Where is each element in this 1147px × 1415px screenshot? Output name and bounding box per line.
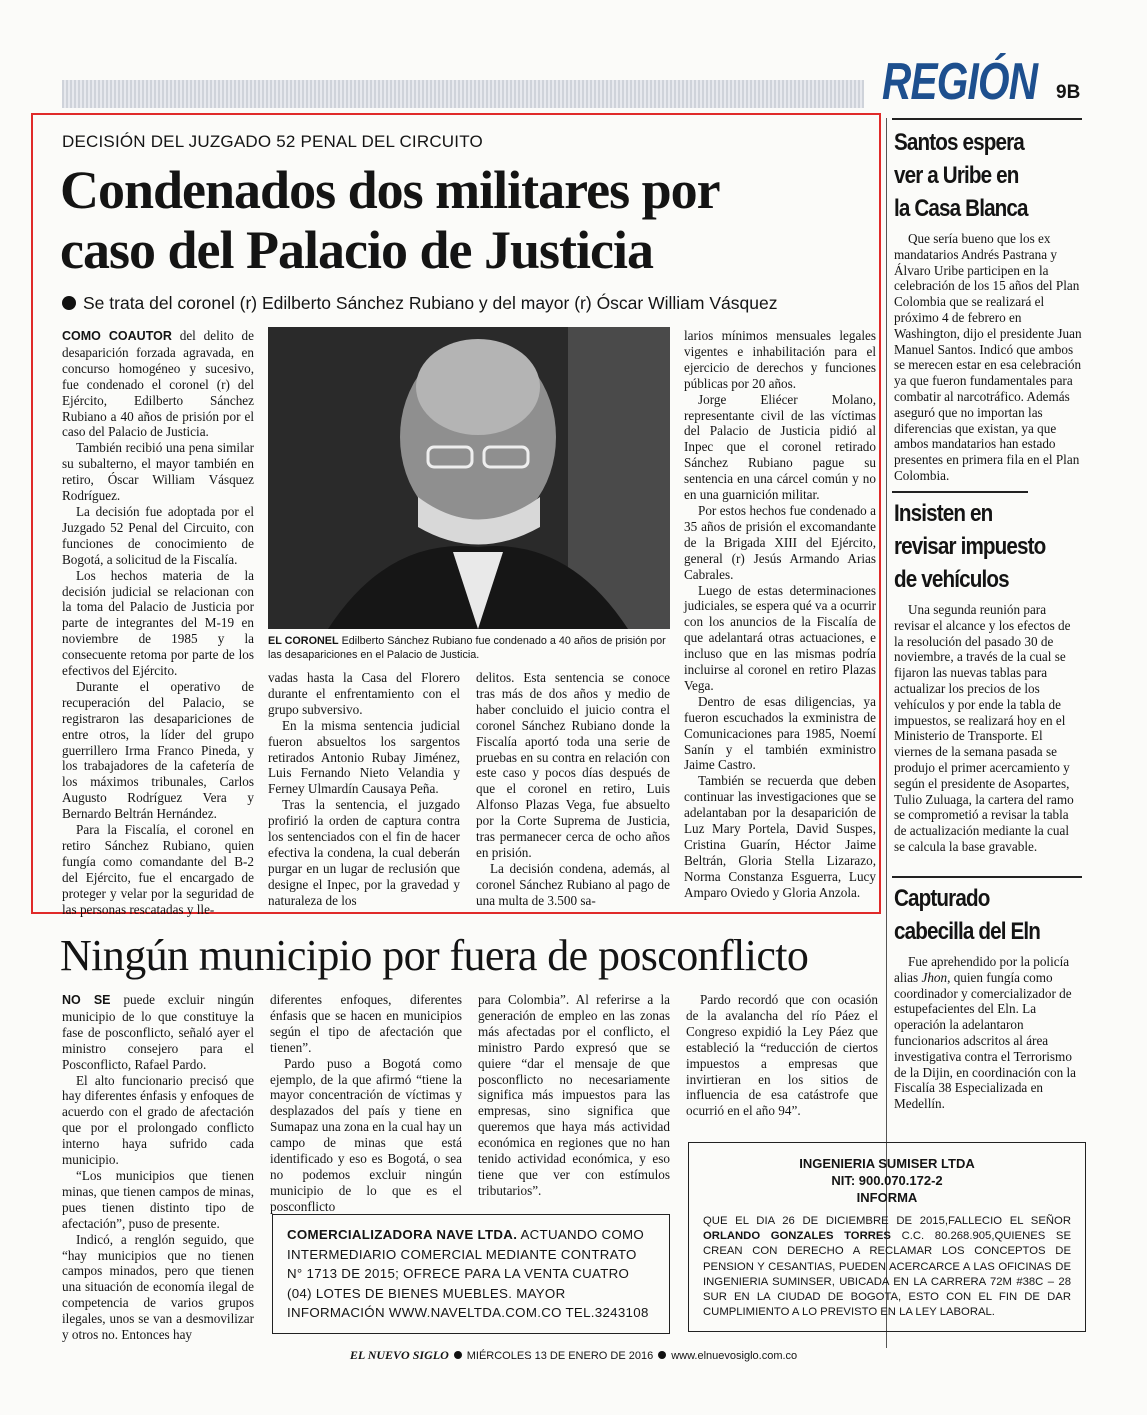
sidebar-headline <box>894 126 1056 225</box>
classified-ad-sumiser <box>688 1142 1086 1332</box>
lead-in: NO SE <box>62 993 111 1007</box>
text: QUE EL DIA 26 DE DICIEMBRE DE 2015,FALLECIO EL SEÑOR <box>703 1215 1071 1227</box>
paragraph: En la misma sentencia judicial fueron absueltos los sargentos retirados Antonio Rubay Jiménez, Luis Fernando Nieto Velandia y Ferney Ulmardín Causaya Peña. <box>268 717 460 797</box>
page-number: 9B <box>1056 82 1081 103</box>
sidebar-text <box>894 602 1082 855</box>
paragraph: Luego de estas determinaciones judiciales, se espera qué va a ocurrir con los anuncios de la Fiscalía de que adelantará otras actuaciones, e incluso que en las mismas podría incluirse al coronel en retiro Plazas Vega. <box>684 582 876 693</box>
second-column-4 <box>686 992 878 1119</box>
sidebar-story-1 <box>894 126 1082 484</box>
sidebar-text <box>894 954 1082 1112</box>
paragraph: puede excluir ningún municipio de lo que constituye la fase de posconflicto, señaló ayer el ministro consejero para el Posconflicto, Rafael Pardo. <box>62 992 254 1072</box>
sidebar-rule <box>892 491 1028 493</box>
second-headline: Ningún municipio por fuera de posconflicto <box>60 931 809 980</box>
footer-date: MIÉRCOLES 13 DE ENERO DE 2016 <box>466 1350 654 1362</box>
section-title: REGIÓN <box>882 53 1038 111</box>
section-banner-strip <box>62 80 864 108</box>
alias: Jhon <box>921 969 948 985</box>
bullet-icon <box>62 296 76 310</box>
paragraph: Por estos hechos fue condenado a 35 años de prisión el excomandante de la Brigada XIII del Ejército, general (r) Jesús Armando Arias Cabrales. <box>684 502 876 582</box>
sidebar-story-2 <box>894 497 1082 855</box>
text: Fue aprehendido por la policía alias <box>894 954 1070 985</box>
paragraph: El alto funcionario precisó que hay diferentes énfasis y enfoques de acuerdo con el grado de afectación que por el prolongado conflicto interno haya sufrido cada municipio. <box>62 1072 254 1168</box>
sidebar-rule <box>892 118 1082 120</box>
second-column-2 <box>270 992 462 1215</box>
photo-caption <box>268 634 670 662</box>
headline-line-1: Condenados dos militares por <box>60 160 720 220</box>
ad-nit: NIT: 900.070.172-2 <box>831 1173 943 1188</box>
paragraph: Durante el operativo de recuperación del Palacio, se registraron las desapariciones de entre otros, la líder del grupo guerrillero Irma Franco Pineda, y los trabajadores de la cafetería de los máximos tribunales, Carlos Augusto Rodríguez Vera y Bernardo Beltrán Hernández. <box>62 678 254 822</box>
article-column-4 <box>684 328 876 901</box>
ad-company: COMERCIALIZADORA NAVE LTDA. <box>287 1227 518 1242</box>
paragraph: larios mínimos mensuales legales vigentes e inhabilitación para el ejercicio de derechos y funciones públicas por 20 años. <box>684 328 876 391</box>
text: , quien fungía como coordinador y comercializador de estupefacientes del Eln. La operación la adelantaron funcionarios adscritos al área investigativa contra el Terrorismo de la Dijin, en coordinación con la Fiscalía 38 Especializada en Medellín. <box>894 969 1076 1112</box>
paragraph: delitos. Esta sentencia se conoce tras más de dos años y medio de haber concluido el juicio contra el coronel Sánchez Rubiano donde la Fiscalía aportó toda una serie de pruebas en su contra en relación con este caso y pocos días después de que el coronel en retiro, Luis Alfonso Plazas Vega, fue absuelto por la Corte Suprema de Justicia, tras permanecer cerca de ocho años en prisión. <box>476 670 670 860</box>
portrait-illustration <box>268 327 670 629</box>
ad-body <box>703 1214 1071 1320</box>
article-column-2 <box>268 670 460 909</box>
paragraph: Los hechos materia de la decisión judicial se relacionan con la toma del Palacio de Justicia por parte de integrantes del M-19 en noviembre de 1985 y la consecuente retoma por parte de los efectivos del Ejército. <box>62 567 254 679</box>
second-column-1 <box>62 992 254 1343</box>
caption-lead: EL CORONEL <box>268 635 339 647</box>
paragraph: diferentes enfoques, diferentes énfasis que se hacen en municipios según el tipo de afectación que tienen”. <box>270 992 462 1055</box>
page-footer <box>0 1348 1147 1363</box>
dot-icon <box>658 1351 666 1359</box>
paragraph: También se recuerda que deben continuar las investigaciones que se adelantaban por la desaparición de Luz Mary Portela, David Suspes, Cristina Guarín, Héctor Jaime Beltrán, Gloria Stella Lizarazo, Norma Constanza Esguerra, Lucy Amparo Oviedo y Gloria Anzola. <box>684 773 876 900</box>
second-column-3 <box>478 992 670 1199</box>
sidebar-headline <box>894 882 1056 948</box>
paragraph: del delito de desaparición forzada agravada, en concurso homogéneo y sucesivo, fue condenado el coronel (r) del Ejército, Edilberto Sánchez Rubiano a 40 años de prisión por el caso del Palacio de Justicia. <box>62 328 254 440</box>
ad-text: ACTUANDO COMO INTERMEDIARIO COMERCIAL MEDIANTE CONTRATO N° 1713 DE 2015; OFRECE PARA LA VENTA CUATRO (04) LOTES DE BIENES MUEBLES. MAYOR INFORMACIÓN WWW.NAVELTDA.COM.CO TEL.3243108 <box>287 1227 649 1320</box>
article-subhead <box>62 293 862 314</box>
paragraph: Para la Fiscalía, el coronel en retiro Sánchez Rubiano, quien fungía como comandante del B-2 del Ejército, fue el encargado de proteger y velar por la seguridad de las personas rescatadas y lle- <box>62 822 254 917</box>
ad-company: INGENIERIA SUMISER LTDA <box>799 1156 975 1171</box>
headline-line: Capturado <box>894 885 990 912</box>
sidebar-rule <box>892 876 1082 878</box>
paragraph: vadas hasta la Casa del Florero durante el enfrentamiento con el grupo subversivo. <box>268 670 460 717</box>
deceased-name: ORLANDO GONZALES TORRES <box>703 1230 891 1243</box>
sidebar-text <box>894 231 1082 484</box>
paragraph: Pardo puso a Bogotá como ejemplo, de la que afirmó “tiene la mayor concentración de víctimas y desplazados del país y tiene en Sumapaz una zona en la cual hay un campo de minas que está identificado y eso es Bogotá, o sea no podemos excluir ningún municipio de lo que es el posconflicto <box>270 1055 462 1214</box>
ad-title: INFORMA <box>856 1190 918 1205</box>
article-headline <box>60 160 860 280</box>
paragraph: Tras la sentencia, el juzgado profirió la orden de captura contra los sentenciados con el fin de hacer efectiva la condena, la cual deberán purgar en un lugar de reclusión que designe el Inpec, por la gravedad y naturaleza de los <box>268 797 460 908</box>
paragraph: La decisión condena, además, al coronel Sánchez Rubiano al pago de una multa de 3.500 sa- <box>476 860 670 908</box>
headline-line: la Casa Blanca <box>894 195 1028 222</box>
article-photo <box>268 327 670 629</box>
paragraph: También recibió una pena similar su subalterno, el mayor también en retiro, Óscar William Vásquez Rodríguez. <box>62 440 254 504</box>
article-kicker: DECISIÓN DEL JUZGADO 52 PENAL DEL CIRCUITO <box>62 132 483 151</box>
caption-text: Edilberto Sánchez Rubiano fue condenado a 40 años de prisión por las desapariciones en el Palacio de Justicia. <box>268 635 666 661</box>
paragraph: La decisión fue adoptada por el Juzgado 52 Penal del Circuito, con funciones de conocimiento de Bogotá, a solicitud de la Fiscalía. <box>62 503 254 567</box>
sidebar-story-3 <box>894 882 1082 1112</box>
headline-line: ver a Uribe en <box>894 162 1019 189</box>
article-column-1 <box>62 328 254 918</box>
paragraph: Jorge Eliécer Molano, representante civil de las víctimas del Palacio de Justicia pidió al Inpec que el coronel retirado Sánchez Rubiano pague su sentencia en una cárcel común y no en una guarnición militar. <box>684 391 876 503</box>
subhead-text: Se trata del coronel (r) Edilberto Sánchez Rubiano y del mayor (r) Óscar William Vásquez <box>83 293 778 313</box>
paragraph: Que sería bueno que los ex mandatarios Andrés Pastrana y Álvaro Uribe participen en la celebración de los 15 años del Plan Colombia que se realizará el próximo 4 de febrero en Washington, dijo el presidente Juan Manuel Santos. Indicó que ambos se merecen estar en esa celebración ya que fueron fundamentales para combatir al narcotráfico. Además aseguró que no importan las diferencias que existan, ya que ambos mandatarios han estado presentes en primera fila en el Plan Colombia. <box>894 231 1082 483</box>
paragraph: Pardo recordó que con ocasión de la avalancha del río Páez el Congreso expidió la Ley Páez que estableció la “reducción de ciertos impuestos a empresas que invirtieran en los sitios de influencia de esa catástrofe que ocurrió en el año 94”. <box>686 992 878 1119</box>
paragraph: Una segunda reunión para revisar el alcance y los efectos de la resolución del pasado 30 de noviembre, a través de la cual se fijaron las nuevas tablas para actualizar los precios de los vehículos y por ende la tabla de impuestos, se realizará hoy en el Ministerio de Transporte. El viernes de la semana pasada se produjo el primer acercamiento y según el presidente de Asopartes, Tulio Zuluaga, la cartera del ramo se comprometió a revisar la tabla de actualización mediante la cual se calcula la base gravable. <box>894 602 1074 854</box>
newspaper-brand: EL NUEVO SIGLO <box>349 1348 449 1362</box>
paragraph: “Los municipios que tienen minas, que tienen campos de minas, pues tienen distinto tipo de afectación”, puso de presente. <box>62 1167 254 1231</box>
headline-line: de vehículos <box>894 566 1009 593</box>
article-column-3 <box>476 670 670 909</box>
footer-url: www.elnuevosiglo.com.co <box>671 1350 798 1362</box>
paragraph: Dentro de esas diligencias, ya fueron escuchados la exministra de Comunicaciones para 1985, Noemí Sanín y el también exministro Jaime Castro. <box>684 693 876 773</box>
headline-line: Santos espera <box>894 129 1024 156</box>
paragraph: para Colombia”. Al referirse a la generación de empleo en las zonas más afectadas por el conflicto, el ministro Pardo expresó que se quiere “dar el mensaje de que posconflicto no necesariamente significa más impuestos para las empresas, sino significa que queremos que haya más actividad económica en regiones que no han tenido actividad económica, y eso tiene que ver con estímulos tributarios”. <box>478 992 670 1198</box>
headline-line: Insisten en <box>894 500 993 527</box>
dot-icon <box>454 1351 462 1359</box>
headline-line-2: caso del Palacio de Justicia <box>60 220 653 280</box>
headline-line: cabecilla del Eln <box>894 918 1040 945</box>
lead-in: COMO COAUTOR <box>62 329 172 343</box>
classified-ad-nave <box>272 1214 670 1334</box>
sidebar-headline <box>894 497 1056 596</box>
text: C.C. 80.268.905,QUIENES SE CREAN CON DERECHO A RECLAMAR LOS CONCEPTOS DE PENSION Y CESANTIAS, PUEDEN ACERCARCE A LAS OFICINAS DE INGENIERIA SUMINSER, UBICADA EN LA CARRERA 72M #38C – 28 SUR EN LA CIUDAD DE BOGOTA, ESTO CON EL FIN DE DAR CUMPLIMIENTO A LO PREVISTO EN LA LEY LABORAL. <box>703 1230 1071 1319</box>
headline-line: revisar impuesto <box>894 533 1046 560</box>
paragraph <box>894 954 1082 1112</box>
paragraph: Indicó, a renglón seguido, que “hay municipios que no tienen campos minados, pero que tienen una situación de economía ilegal de competencia de varios grupos ilegales, unos se van a desmovilizar y otros no. Entonces hay <box>62 1231 254 1343</box>
